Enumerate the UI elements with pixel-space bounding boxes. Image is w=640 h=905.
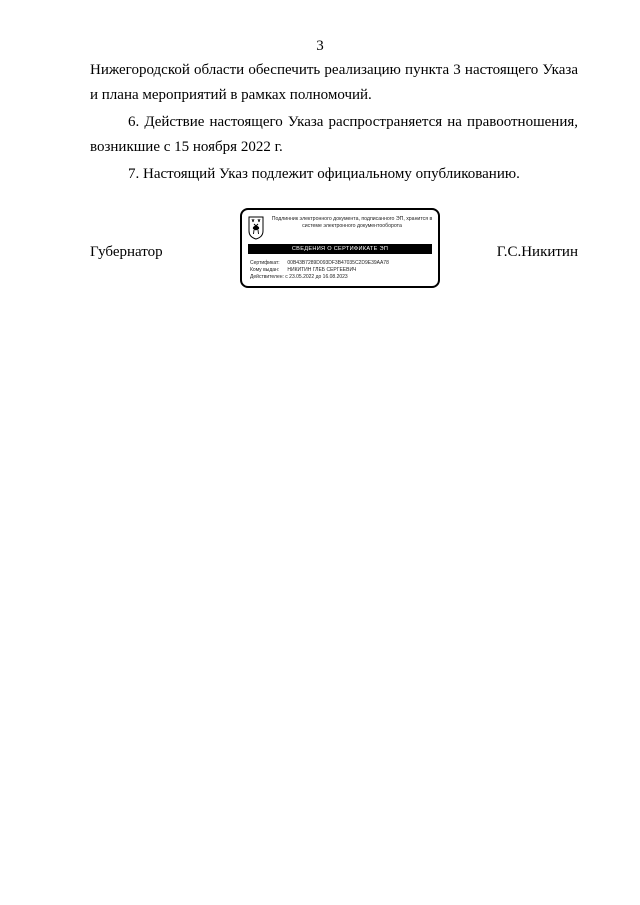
- issued-to-value: НИКИТИН ГЛЕБ СЕРГЕЕВИЧ: [287, 266, 357, 273]
- stamp-certificate-title: СВЕДЕНИЯ О СЕРТИФИКАТЕ ЭП: [248, 244, 432, 254]
- certificate-row: [250, 260, 434, 267]
- certificate-label: Сертификат:: [250, 260, 280, 266]
- valid-label: Действителен:: [250, 273, 284, 280]
- certificate-value: 00B43B7289D093DF3B47035C2D9E39AA78: [287, 260, 389, 266]
- document-body: [90, 58, 578, 189]
- page-number: 3: [316, 38, 324, 54]
- deer-emblem-icon: [248, 216, 264, 240]
- signatory-name: Г.С.Никитин: [496, 244, 578, 260]
- stamp-certificate-details: [250, 260, 434, 280]
- valid-value: с 23.05.2022 до 16.08.2023: [285, 273, 348, 280]
- issued-to-row: [250, 267, 434, 274]
- electronic-signature-stamp: [240, 208, 440, 288]
- issued-to-label: Кому выдан:: [250, 266, 280, 273]
- paragraph-continuation: Нижегородской области обеспечить реализацию пункта 3 настоящего Указа и плана мероприятий в рамках полномочий.: [90, 62, 578, 103]
- signatory-position: Губернатор: [90, 244, 163, 260]
- valid-row: [250, 274, 434, 281]
- paragraph-6: 6. Действие настоящего Указа распространяется на правоотношения, возникшие с 15 ноября 2022 г.: [90, 114, 578, 155]
- stamp-header-text: Подлинник электронного документа, подписанного ЭП, хранится в системе электронного документооборота: [271, 216, 433, 229]
- paragraph-7: 7. Настоящий Указ подлежит официальному опубликованию.: [128, 166, 520, 182]
